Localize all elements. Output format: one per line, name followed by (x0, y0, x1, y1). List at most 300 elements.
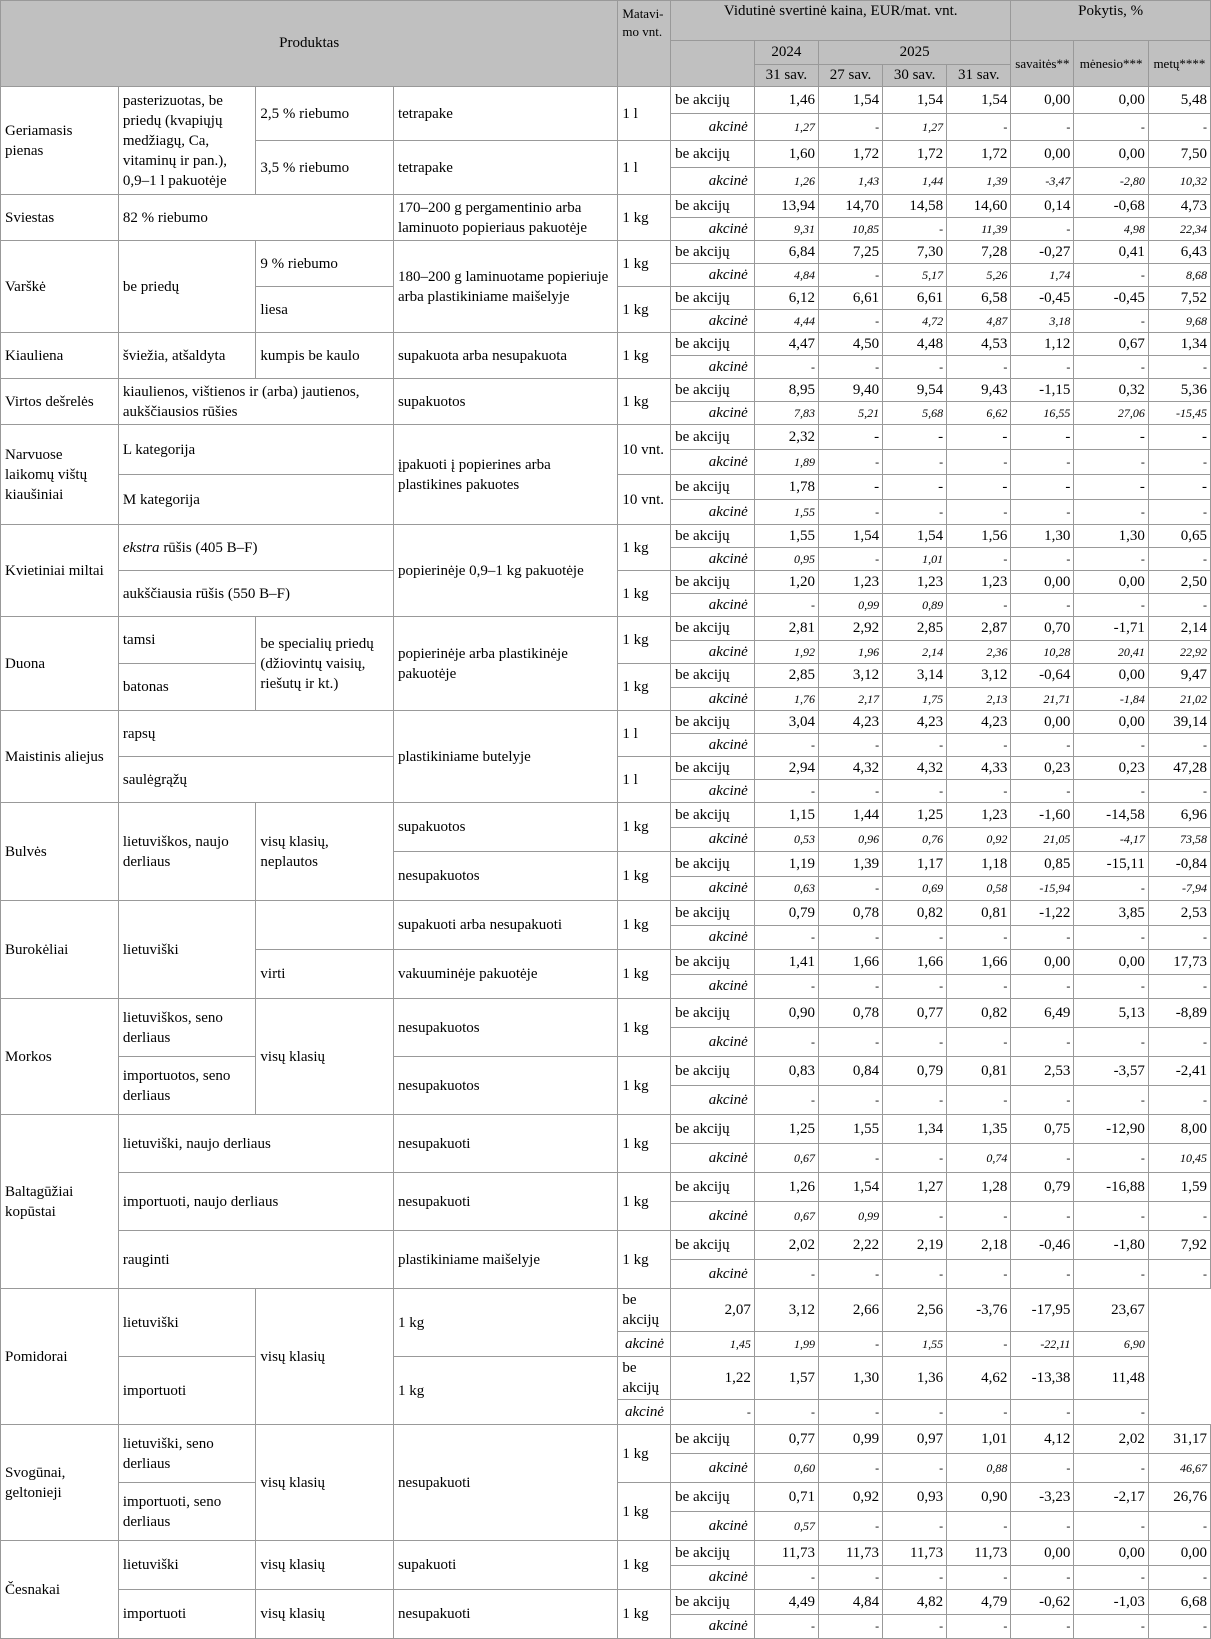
product-spec: aukščiausia rūšis (550 B–F) (118, 571, 393, 617)
price-value: - (947, 1086, 1011, 1115)
price-value: 14,58 (883, 195, 947, 218)
price-value: - (883, 218, 947, 241)
change-value: -15,94 (1011, 876, 1074, 901)
price-value: 3,14 (883, 664, 947, 688)
price-value: - (883, 1144, 947, 1173)
change-value: - (1074, 310, 1148, 333)
product-name: Varškė (1, 241, 119, 333)
change-value: 6,43 (1148, 241, 1210, 264)
change-value: 7,92 (1148, 1231, 1210, 1260)
price-value: 3,04 (754, 711, 818, 734)
price-value: 0,97 (883, 1425, 947, 1454)
change-value: 3,18 (1011, 310, 1074, 333)
price-value: 4,79 (947, 1590, 1011, 1615)
price-value: 2,19 (883, 1231, 947, 1260)
price-value: - (754, 1086, 818, 1115)
price-value: - (883, 734, 947, 757)
price-value: - (883, 1260, 947, 1289)
header-product: Produktas (1, 1, 618, 87)
price-value: 1,39 (818, 852, 882, 877)
price-value: - (947, 1614, 1011, 1639)
change-value: -2,41 (1148, 1057, 1210, 1086)
price-value: - (947, 1260, 1011, 1289)
price-value: 1,66 (883, 950, 947, 975)
price-value: - (883, 1614, 947, 1639)
price-value: 4,32 (883, 757, 947, 780)
product-spec: rauginti (118, 1231, 393, 1289)
change-value: 8,00 (1148, 1115, 1210, 1144)
product-unit: 1 kg (618, 1115, 671, 1173)
product-unit: 1 kg (618, 999, 671, 1057)
product-unit: 1 kg (618, 1057, 671, 1115)
price-value: 1,18 (947, 852, 1011, 877)
product-spec: kiaulienos, vištienos ir (arba) jautienos, aukščiausios rūšies (118, 379, 393, 425)
product-pack: nesupakuoti (393, 1590, 617, 1639)
price-value: 6,62 (947, 402, 1011, 425)
price-value: 2,32 (754, 425, 818, 450)
product-spec: 82 % riebumo (118, 195, 393, 241)
change-value: 21,02 (1148, 687, 1210, 711)
product-name: Narvuose laikomų vištų kiaušiniai (1, 425, 119, 525)
price-type-promo: akcinė (671, 548, 755, 571)
product-pack: nesupakuoti (393, 1115, 617, 1173)
price-value: 0,53 (754, 827, 818, 852)
change-value: - (1148, 925, 1210, 950)
product-spec: rapsų (118, 711, 393, 757)
product-name: Baltagūžiai kopūstai (1, 1115, 119, 1289)
price-value: 0,92 (818, 1483, 882, 1512)
price-value: 4,50 (818, 333, 882, 356)
header-year-prev: 2024 (754, 41, 818, 65)
product-pack: nesupakuotos (393, 1057, 617, 1115)
table-row (1, 803, 1211, 828)
price-value: 1,60 (754, 141, 818, 168)
price-value: 7,28 (947, 241, 1011, 264)
change-value: - (1011, 780, 1074, 803)
price-value: 1,55 (883, 1332, 947, 1357)
product-spec: lietuviški (118, 1541, 256, 1590)
header-year-curr: 2025 (818, 41, 1010, 65)
price-value: - (818, 310, 882, 333)
change-value: - (1148, 425, 1210, 450)
price-value: 2,22 (818, 1231, 882, 1260)
price-value: 1,54 (883, 87, 947, 114)
price-value: 2,85 (754, 664, 818, 688)
change-value: -1,03 (1074, 1590, 1148, 1615)
product-variant: visų klasių (256, 1289, 394, 1425)
product-unit: 1 kg (618, 241, 671, 287)
change-value: - (1074, 1202, 1148, 1231)
change-value: 31,17 (1148, 1425, 1210, 1454)
price-value: - (883, 1512, 947, 1541)
product-variant: visų klasių (256, 1590, 394, 1639)
price-type-promo: akcinė (671, 356, 755, 379)
price-value: 4,53 (947, 333, 1011, 356)
price-type-promo: akcinė (671, 402, 755, 425)
price-value: - (883, 475, 947, 500)
price-value: 0,81 (947, 1057, 1011, 1086)
change-value: - (1148, 500, 1210, 525)
change-value: - (1011, 1260, 1074, 1289)
price-value: - (947, 974, 1011, 999)
change-value: -16,88 (1074, 1173, 1148, 1202)
change-value: - (1074, 594, 1148, 617)
price-type-promo: akcinė (671, 734, 755, 757)
product-unit: 1 kg (618, 525, 671, 571)
price-value: 9,40 (818, 379, 882, 402)
change-value: - (1011, 734, 1074, 757)
price-value: 1,96 (818, 640, 882, 664)
change-value: -1,60 (1011, 803, 1074, 828)
product-pack: tetrapake (393, 87, 617, 141)
product-spec: batonas (118, 664, 256, 711)
price-value: 1,55 (754, 500, 818, 525)
price-value: 1,55 (754, 525, 818, 548)
price-type-promo: akcinė (671, 1512, 755, 1541)
change-value: 20,41 (1074, 640, 1148, 664)
price-value: 0,77 (883, 999, 947, 1028)
price-value: - (883, 1086, 947, 1115)
product-pack: supakuoti arba nesupakuoti (393, 901, 617, 950)
change-value: - (1074, 1454, 1148, 1483)
price-value: 1,66 (947, 950, 1011, 975)
price-value: 1,66 (818, 950, 882, 975)
product-unit: 1 kg (393, 1289, 617, 1357)
price-type-promo: akcinė (671, 1202, 755, 1231)
price-value: 2,56 (883, 1289, 947, 1332)
change-value: - (1148, 974, 1210, 999)
change-value: 2,53 (1011, 1057, 1074, 1086)
price-value: 2,87 (947, 617, 1011, 641)
price-type-regular: be akcijų (671, 333, 755, 356)
price-value: 0,77 (754, 1425, 818, 1454)
price-value: 1,54 (947, 87, 1011, 114)
change-value: 0,00 (1011, 141, 1074, 168)
price-value: - (754, 1260, 818, 1289)
change-value: - (1011, 548, 1074, 571)
price-type-promo: akcinė (671, 1614, 755, 1639)
product-unit: 1 l (618, 711, 671, 757)
price-value: 0,79 (754, 901, 818, 926)
change-value: -0,64 (1011, 664, 1074, 688)
price-value: 1,44 (883, 168, 947, 195)
change-value: - (1074, 1614, 1148, 1639)
price-value: 1,28 (947, 1173, 1011, 1202)
product-name: Virtos dešrelės (1, 379, 119, 425)
change-value: - (1074, 548, 1148, 571)
product-spec: importuotos, seno derliaus (118, 1057, 256, 1115)
product-name: Sviestas (1, 195, 119, 241)
price-value: 1,01 (947, 1425, 1011, 1454)
product-unit: 1 l (618, 757, 671, 803)
change-value: - (1074, 264, 1148, 287)
price-value: 5,26 (947, 264, 1011, 287)
change-value: 21,05 (1011, 827, 1074, 852)
change-value: - (1148, 594, 1210, 617)
header-week: 31 sav. (947, 65, 1011, 87)
product-spec: lietuviški (118, 901, 256, 999)
price-value: - (947, 450, 1011, 475)
price-value: - (947, 1028, 1011, 1057)
change-value: 3,85 (1074, 901, 1148, 926)
price-type-promo: akcinė (618, 1400, 671, 1425)
change-value: -8,89 (1148, 999, 1210, 1028)
table-row (1, 1425, 1211, 1454)
price-value: 1,72 (818, 141, 882, 168)
price-value: 1,54 (818, 87, 882, 114)
price-value: 0,92 (947, 827, 1011, 852)
price-type-regular: be akcijų (671, 1173, 755, 1202)
price-type-promo: akcinė (671, 1144, 755, 1173)
price-value: - (947, 548, 1011, 571)
price-value: 0,57 (754, 1512, 818, 1541)
product-spec: pasterizuotas, be priedų (kvapiųjų medžiagų, Ca, vitaminų ir pan.), 0,9–1 l pakuotėje (118, 87, 256, 195)
price-value: 1,46 (754, 87, 818, 114)
change-value: - (1011, 1454, 1074, 1483)
change-value: - (1011, 1565, 1074, 1590)
price-value: - (947, 925, 1011, 950)
price-value: 7,83 (754, 402, 818, 425)
change-value: 0,70 (1011, 617, 1074, 641)
header-week: 27 sav. (818, 65, 882, 87)
price-value: - (818, 1614, 882, 1639)
price-value: 2,81 (754, 617, 818, 641)
price-value: 9,54 (883, 379, 947, 402)
change-value: 9,68 (1148, 310, 1210, 333)
price-value: 2,13 (947, 687, 1011, 711)
change-value: - (1011, 1202, 1074, 1231)
change-value: - (1011, 1028, 1074, 1057)
change-value: 0,00 (1074, 664, 1148, 688)
change-value: -3,76 (947, 1289, 1011, 1332)
price-type-regular: be akcijų (671, 852, 755, 877)
product-spec: lietuviškos, seno derliaus (118, 999, 256, 1057)
product-unit: 10 vnt. (618, 425, 671, 475)
header-unit: Matavi-mo vnt. (618, 1, 671, 87)
price-type-promo: akcinė (618, 1332, 671, 1357)
change-value: 0,41 (1074, 241, 1148, 264)
change-value: 9,47 (1148, 664, 1210, 688)
price-value: 1,15 (754, 803, 818, 828)
price-value: 1,30 (818, 1357, 882, 1400)
price-value: 13,94 (754, 195, 818, 218)
price-type-regular: be akcijų (671, 87, 755, 114)
change-value: - (1074, 425, 1148, 450)
product-spec: importuoti, seno derliaus (118, 1483, 256, 1541)
price-value: - (754, 780, 818, 803)
price-value: 5,68 (883, 402, 947, 425)
change-value: - (1148, 475, 1210, 500)
change-value: -3,47 (1011, 168, 1074, 195)
price-value: 1,35 (947, 1115, 1011, 1144)
price-value: - (671, 1400, 755, 1425)
price-value: 1,23 (818, 571, 882, 594)
price-value: - (947, 1512, 1011, 1541)
price-value: 2,36 (947, 640, 1011, 664)
change-value: 2,50 (1148, 571, 1210, 594)
price-value: 0,71 (754, 1483, 818, 1512)
price-value: 1,26 (754, 168, 818, 195)
price-value: 1,89 (754, 450, 818, 475)
product-spec: be priedų (118, 241, 256, 333)
change-value: - (1074, 1144, 1148, 1173)
product-unit: 1 l (618, 87, 671, 141)
price-type-promo: akcinė (671, 264, 755, 287)
price-value: 0,81 (947, 901, 1011, 926)
change-value: 0,85 (1011, 852, 1074, 877)
change-value: - (1148, 1086, 1210, 1115)
price-value: 6,12 (754, 287, 818, 310)
change-value: 11,48 (1074, 1357, 1148, 1400)
change-value: - (1148, 1512, 1210, 1541)
change-value: - (1148, 1565, 1210, 1590)
product-variant (256, 901, 394, 950)
price-value: - (883, 1565, 947, 1590)
price-value: 2,02 (754, 1231, 818, 1260)
price-value: - (947, 780, 1011, 803)
price-value: 1,23 (947, 803, 1011, 828)
price-value: - (883, 1400, 947, 1425)
change-value: 6,68 (1148, 1590, 1210, 1615)
change-value: -15,45 (1148, 402, 1210, 425)
price-value: - (754, 734, 818, 757)
change-value: 47,28 (1148, 757, 1210, 780)
change-value: 0,79 (1011, 1173, 1074, 1202)
price-value: 4,87 (947, 310, 1011, 333)
header-price: Vidutinė svertinė kaina, EUR/mat. vnt. (671, 1, 1011, 41)
price-value: 11,73 (947, 1541, 1011, 1566)
change-value: 1,30 (1011, 525, 1074, 548)
product-spec: M kategorija (118, 475, 393, 525)
table-row (1, 1057, 1211, 1086)
price-value: 1,23 (947, 571, 1011, 594)
product-unit: 1 kg (618, 617, 671, 664)
product-pack: popierinėje arba plastikinėje pakuotėje (393, 617, 617, 711)
price-value: 14,70 (818, 195, 882, 218)
change-value: -2,80 (1074, 168, 1148, 195)
price-type-regular: be akcijų (671, 195, 755, 218)
header-week: 31 sav. (754, 65, 818, 87)
table-row (1, 1289, 1211, 1332)
product-spec: lietuviški, naujo derliaus (118, 1115, 393, 1173)
price-value: 2,85 (883, 617, 947, 641)
change-value: - (1011, 218, 1074, 241)
change-value: -13,38 (1011, 1357, 1074, 1400)
product-spec: tamsi (118, 617, 256, 664)
table-row (1, 617, 1211, 641)
product-unit: 1 kg (618, 287, 671, 333)
change-value: -0,45 (1074, 287, 1148, 310)
price-value: 5,21 (818, 402, 882, 425)
product-unit: 1 kg (618, 1173, 671, 1231)
change-value: 21,71 (1011, 687, 1074, 711)
price-type-promo: akcinė (671, 925, 755, 950)
header-change: Pokytis, % (1011, 1, 1211, 41)
product-unit: 1 kg (618, 1483, 671, 1541)
price-value: 1,72 (883, 141, 947, 168)
price-value: - (818, 1144, 882, 1173)
price-value: 1,78 (754, 475, 818, 500)
price-value: - (883, 356, 947, 379)
price-value: 1,99 (754, 1332, 818, 1357)
change-value: -0,45 (1011, 287, 1074, 310)
price-type-promo: akcinė (671, 594, 755, 617)
table-row (1, 379, 1211, 402)
change-value: -4,17 (1074, 827, 1148, 852)
price-value: 0,96 (818, 827, 882, 852)
price-value: 1,45 (671, 1332, 755, 1357)
price-type-promo: akcinė (671, 876, 755, 901)
product-unit: 1 kg (618, 1541, 671, 1590)
product-spec: lietuviškos, naujo derliaus (118, 803, 256, 901)
product-spec: lietuviški (118, 1289, 256, 1357)
price-value: - (818, 1454, 882, 1483)
price-value: 4,47 (754, 333, 818, 356)
price-value: 0,74 (947, 1144, 1011, 1173)
product-variant: visų klasių (256, 1425, 394, 1541)
change-value: 2,53 (1148, 901, 1210, 926)
table-row (1, 1115, 1211, 1144)
price-type-promo: akcinė (671, 1028, 755, 1057)
change-value: - (1011, 475, 1074, 500)
change-value: 0,65 (1148, 525, 1210, 548)
header-week: 30 sav. (883, 65, 947, 87)
price-type-regular: be akcijų (671, 950, 755, 975)
price-type-promo: akcinė (671, 687, 755, 711)
price-value: 3,12 (818, 664, 882, 688)
price-type-regular: be akcijų (671, 1483, 755, 1512)
price-value: - (883, 425, 947, 450)
price-value: 1,92 (754, 640, 818, 664)
change-value: - (1011, 450, 1074, 475)
price-value: 0,60 (754, 1454, 818, 1483)
price-value: - (883, 500, 947, 525)
change-value: 73,58 (1148, 827, 1210, 852)
product-pack: 180–200 g laminuotame popieriuje arba plastikiniame maišelyje (393, 241, 617, 333)
price-type-regular: be akcijų (671, 617, 755, 641)
change-value: 4,12 (1011, 1425, 1074, 1454)
product-pack: supakuotos (393, 803, 617, 852)
table-row (1, 1590, 1211, 1615)
product-variant: 9 % riebumo (256, 241, 394, 287)
price-type-promo: akcinė (671, 310, 755, 333)
product-name: Kvietiniai miltai (1, 525, 119, 617)
price-value: - (818, 1332, 882, 1357)
price-value: 0,99 (818, 1425, 882, 1454)
price-value: 11,39 (947, 218, 1011, 241)
product-spec: lietuviški, seno derliaus (118, 1425, 256, 1483)
product-pack: supakuota arba nesupakuota (393, 333, 617, 379)
change-value: -7,94 (1148, 876, 1210, 901)
price-value: - (818, 1400, 882, 1425)
price-value: - (883, 1202, 947, 1231)
price-value: 1,27 (883, 1173, 947, 1202)
price-value: 1,26 (754, 1173, 818, 1202)
change-value: 10,28 (1011, 640, 1074, 664)
change-value: 4,62 (947, 1357, 1011, 1400)
price-value: 1,25 (883, 803, 947, 828)
price-value: - (947, 594, 1011, 617)
price-value: - (818, 114, 882, 141)
change-value: - (1011, 1144, 1074, 1173)
change-value: 0,32 (1074, 379, 1148, 402)
price-value: 11,73 (818, 1541, 882, 1566)
price-value: - (818, 1260, 882, 1289)
change-value: - (1011, 356, 1074, 379)
change-value: -1,71 (1074, 617, 1148, 641)
price-value: 1,44 (818, 803, 882, 828)
price-value: 4,32 (818, 757, 882, 780)
